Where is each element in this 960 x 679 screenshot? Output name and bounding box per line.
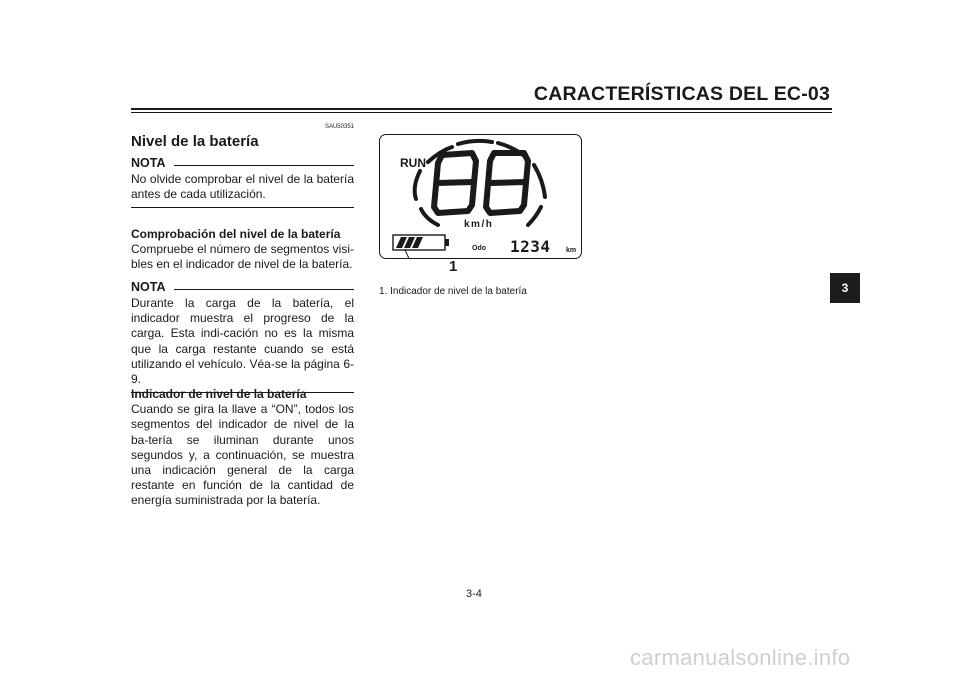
dashboard-display-figure bbox=[379, 134, 582, 259]
section-title: Nivel de la batería bbox=[131, 133, 259, 150]
check-heading: Comprobación del nivel de la batería bbox=[131, 227, 341, 241]
section-code: SAU50351 bbox=[324, 124, 354, 130]
note-rule bbox=[174, 165, 355, 166]
note-label: NOTA bbox=[131, 280, 166, 294]
note-label: NOTA bbox=[131, 156, 166, 170]
callout-leader bbox=[405, 250, 454, 258]
run-label: RUN bbox=[400, 156, 426, 170]
page-header-title: CARACTERÍSTICAS DEL EC-03 bbox=[533, 83, 830, 105]
note-rule bbox=[174, 289, 355, 290]
header-rule-thin bbox=[131, 112, 832, 113]
chapter-tab: 3 bbox=[830, 273, 860, 303]
odo-value: 1234 bbox=[510, 237, 551, 256]
battery-level-indicator bbox=[393, 235, 449, 250]
note-box-1 bbox=[131, 156, 354, 208]
note-text: Durante la carga de la batería, el indicador muestra el progreso de la carga. Esta indi-cación no es la misma que la carga restante cuando se está utilizando el vehículo. Véa-se la página 6-9. bbox=[131, 296, 354, 387]
speed-unit: km/h bbox=[464, 219, 494, 230]
check-section bbox=[131, 227, 354, 273]
indicator-text: Cuando se gira la llave a “ON”, todos los segmentos del indicador de nivel de la ba-tería se iluminan durante unos segundos y, a continuación, se muestra una indicación general de la carga restante en función de la cantidad de energía suministrada por la batería. bbox=[131, 402, 354, 508]
dashboard-display-illustration bbox=[380, 135, 581, 258]
page-number: 3-4 bbox=[466, 588, 482, 600]
callout-number: 1 bbox=[449, 258, 458, 275]
indicator-section bbox=[131, 387, 354, 509]
indicator-heading: Indicador de nivel de la batería bbox=[131, 387, 307, 401]
speed-digits bbox=[434, 153, 528, 213]
check-text: Compruebe el número de segmentos visi-bles en el indicador de nivel de la batería. bbox=[131, 242, 354, 272]
figure-caption: 1. Indicador de nivel de la batería bbox=[379, 286, 527, 297]
header-rule-thick bbox=[131, 108, 832, 110]
odo-label: Odo bbox=[472, 245, 486, 252]
odo-unit: km bbox=[566, 247, 577, 254]
note-box-2 bbox=[131, 280, 354, 393]
note-end-rule bbox=[131, 207, 354, 208]
watermark: carmanualsonline.info bbox=[630, 645, 851, 670]
note-text: No olvide comprobar el nivel de la batería antes de cada utilización. bbox=[131, 172, 354, 202]
